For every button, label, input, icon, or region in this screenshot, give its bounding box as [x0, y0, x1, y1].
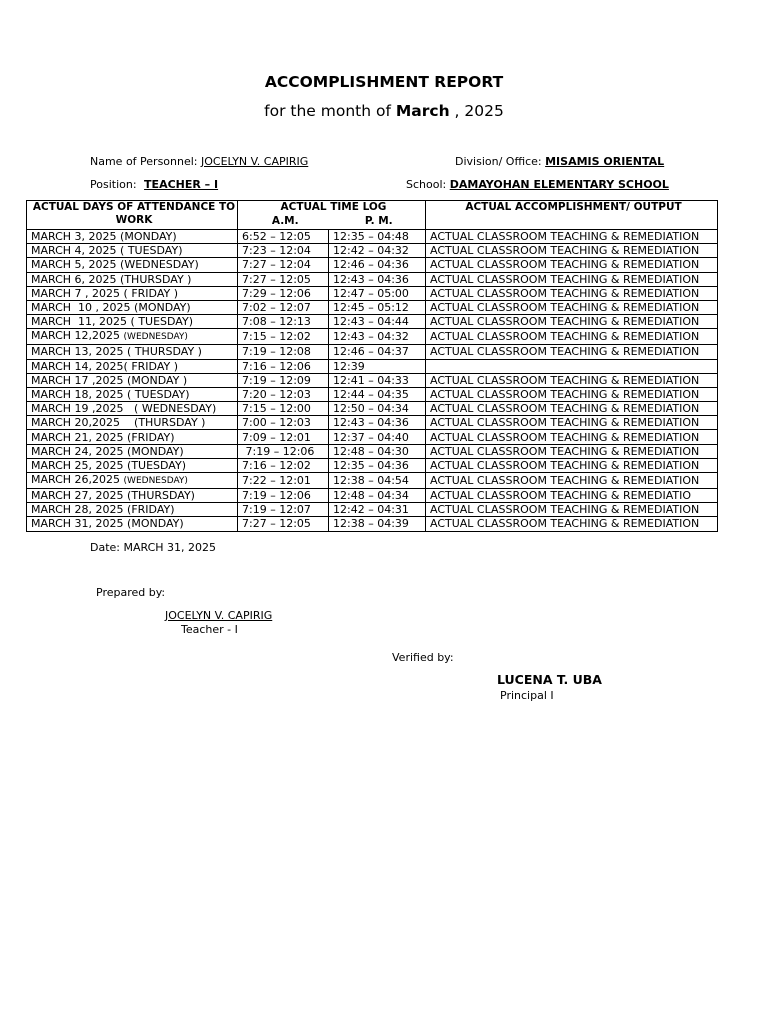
position-line — [90, 178, 218, 191]
table-row — [27, 430, 718, 444]
am-time-cell: 7:09 – 12:01 — [238, 430, 329, 444]
accomplishment-cell: ACTUAL CLASSROOM TEACHING & REMEDIATION — [426, 315, 718, 329]
preparer-title: Teacher - I — [181, 623, 238, 636]
col-am-header: A.M. — [238, 215, 329, 230]
division-label: Division/ Office: — [455, 155, 542, 168]
report-month: March — [395, 102, 450, 120]
attendance-date-cell — [27, 458, 238, 472]
attendance-date: MARCH 6, 2025 (THURSDAY ) — [31, 272, 192, 286]
am-time-cell: 7:02 – 12:07 — [238, 300, 329, 314]
pm-time-cell: 12:46 – 04:36 — [329, 258, 426, 272]
attendance-date: MARCH 4, 2025 ( TUESDAY) — [31, 244, 183, 258]
am-time-cell: 7:19 – 12:06 — [238, 444, 329, 458]
am-time-cell: 7:23 – 12:04 — [238, 244, 329, 258]
col-days-header: ACTUAL DAYS OF ATTENDANCE TO WORK — [27, 201, 238, 230]
personnel-name-label: Name of Personnel: — [90, 155, 198, 168]
report-year: , 2025 — [449, 102, 504, 120]
table-row — [27, 315, 718, 329]
col-pm-header: P. M. — [329, 215, 426, 230]
verifier-title: Principal I — [500, 689, 554, 702]
pm-time-cell: 12:39 — [329, 359, 426, 373]
school-label: School: — [406, 178, 447, 191]
attendance-date: MARCH 18, 2025 ( TUESDAY) — [31, 387, 190, 401]
table-row — [27, 517, 718, 531]
attendance-date: MARCH 3, 2025 (MONDAY) — [31, 230, 177, 244]
accomplishment-cell: ACTUAL CLASSROOM TEACHING & REMEDIATION — [426, 329, 718, 345]
attendance-date-cell — [27, 517, 238, 531]
table-header-row — [27, 201, 718, 216]
pm-time-cell: 12:48 – 04:34 — [329, 489, 426, 503]
attendance-date-cell — [27, 444, 238, 458]
personnel-name-line — [90, 155, 308, 168]
pm-time-cell: 12:38 – 04:39 — [329, 517, 426, 531]
am-time-cell: 7:27 – 12:05 — [238, 272, 329, 286]
division-value: MISAMIS ORIENTAL — [545, 155, 665, 168]
accomplishment-cell: ACTUAL CLASSROOM TEACHING & REMEDIATION — [426, 286, 718, 300]
position-value: TEACHER – I — [144, 178, 219, 191]
am-time-cell: 7:19 – 12:06 — [238, 489, 329, 503]
col-output-header: ACTUAL ACCOMPLISHMENT/ OUTPUT — [426, 201, 718, 230]
accomplishment-cell: ACTUAL CLASSROOM TEACHING & REMEDIATIO — [426, 489, 718, 503]
attendance-date: MARCH 20,2025 (THURSDAY ) — [31, 416, 206, 430]
report-subtitle — [0, 102, 768, 120]
pm-time-cell: 12:47 – 05:00 — [329, 286, 426, 300]
table-row — [27, 230, 718, 244]
accomplishment-cell: ACTUAL CLASSROOM TEACHING & REMEDIATION — [426, 300, 718, 314]
table-row — [27, 373, 718, 387]
attendance-date: MARCH 19 ,2025 ( WEDNESDAY) — [31, 402, 217, 416]
pm-time-cell: 12:45 – 05:12 — [329, 300, 426, 314]
table-row — [27, 244, 718, 258]
attendance-date-cell — [27, 329, 238, 345]
attendance-date-cell — [27, 230, 238, 244]
attendance-date: MARCH 7 , 2025 ( FRIDAY ) — [31, 286, 178, 300]
am-time-cell: 7:22 – 12:01 — [238, 473, 329, 489]
pm-time-cell: 12:35 – 04:36 — [329, 458, 426, 472]
table-row — [27, 444, 718, 458]
table-row — [27, 258, 718, 272]
attendance-date-cell — [27, 345, 238, 359]
attendance-date-cell — [27, 402, 238, 416]
verifier-name: LUCENA T. UBA — [497, 672, 602, 687]
pm-time-cell: 12:42 – 04:32 — [329, 244, 426, 258]
pm-time-cell: 12:43 – 04:44 — [329, 315, 426, 329]
verified-by-label: Verified by: — [392, 651, 454, 664]
col-time-header: ACTUAL TIME LOG — [238, 201, 426, 216]
preparer-name: JOCELYN V. CAPIRIG — [165, 609, 273, 622]
accomplishment-cell: ACTUAL CLASSROOM TEACHING & REMEDIATION — [426, 387, 718, 401]
pm-time-cell: 12:38 – 04:54 — [329, 473, 426, 489]
pm-time-cell: 12:50 – 04:34 — [329, 402, 426, 416]
pm-time-cell: 12:37 – 04:40 — [329, 430, 426, 444]
pm-time-cell: 12:46 – 04:37 — [329, 345, 426, 359]
attendance-date-cell — [27, 473, 238, 489]
accomplishment-cell: ACTUAL CLASSROOM TEACHING & REMEDIATION — [426, 458, 718, 472]
school-value: DAMAYOHAN ELEMENTARY SCHOOL — [449, 178, 669, 191]
table-row — [27, 329, 718, 345]
attendance-date-cell — [27, 244, 238, 258]
am-time-cell: 7:16 – 12:02 — [238, 458, 329, 472]
table-row — [27, 489, 718, 503]
attendance-date-cell — [27, 489, 238, 503]
table-row — [27, 473, 718, 489]
attendance-date: MARCH 12,2025 — [31, 329, 124, 343]
division-line — [455, 155, 664, 168]
pm-time-cell: 12:48 – 04:30 — [329, 444, 426, 458]
attendance-date-cell — [27, 300, 238, 314]
am-time-cell: 7:27 – 12:05 — [238, 517, 329, 531]
attendance-date-cell — [27, 430, 238, 444]
attendance-date: MARCH 21, 2025 (FRIDAY) — [31, 430, 175, 444]
pm-time-cell: 12:41 – 04:33 — [329, 373, 426, 387]
attendance-date-cell — [27, 315, 238, 329]
am-time-cell: 7:27 – 12:04 — [238, 258, 329, 272]
attendance-date: MARCH 13, 2025 ( THURSDAY ) — [31, 345, 202, 359]
am-time-cell: 7:19 – 12:09 — [238, 373, 329, 387]
am-time-cell: 7:20 – 12:03 — [238, 387, 329, 401]
table-row — [27, 286, 718, 300]
attendance-date: MARCH 5, 2025 (WEDNESDAY) — [31, 258, 199, 272]
table-row — [27, 387, 718, 401]
report-date: Date: MARCH 31, 2025 — [90, 541, 217, 554]
accomplishment-cell: ACTUAL CLASSROOM TEACHING & REMEDIATION — [426, 272, 718, 286]
attendance-date: MARCH 26,2025 — [31, 473, 124, 486]
school-line — [406, 178, 669, 191]
personnel-name-value: JOCELYN V. CAPIRIG — [201, 155, 309, 168]
accomplishment-cell: ACTUAL CLASSROOM TEACHING & REMEDIATION — [426, 244, 718, 258]
accomplishment-cell: ACTUAL CLASSROOM TEACHING & REMEDIATION — [426, 373, 718, 387]
accomplishment-cell: ACTUAL CLASSROOM TEACHING & REMEDIATION — [426, 345, 718, 359]
attendance-date: MARCH 24, 2025 (MONDAY) — [31, 444, 184, 458]
attendance-date: MARCH 11, 2025 ( TUESDAY) — [31, 315, 193, 329]
attendance-date-cell — [27, 359, 238, 373]
attendance-table — [26, 200, 718, 532]
pm-time-cell: 12:44 – 04:35 — [329, 387, 426, 401]
am-time-cell: 7:16 – 12:06 — [238, 359, 329, 373]
attendance-date: MARCH 27, 2025 (THURSDAY) — [31, 489, 195, 503]
pm-time-cell: 12:43 – 04:36 — [329, 416, 426, 430]
attendance-date: MARCH 17 ,2025 (MONDAY ) — [31, 373, 188, 387]
am-time-cell: 7:08 – 12:13 — [238, 315, 329, 329]
accomplishment-cell: ACTUAL CLASSROOM TEACHING & REMEDIATION — [426, 402, 718, 416]
attendance-date-cell — [27, 258, 238, 272]
table-row — [27, 402, 718, 416]
accomplishment-cell: ACTUAL CLASSROOM TEACHING & REMEDIATION — [426, 416, 718, 430]
accomplishment-cell: ACTUAL CLASSROOM TEACHING & REMEDIATION — [426, 517, 718, 531]
report-title: ACCOMPLISHMENT REPORT — [264, 73, 504, 91]
table-row — [27, 458, 718, 472]
accomplishment-cell: ACTUAL CLASSROOM TEACHING & REMEDIATION — [426, 230, 718, 244]
table-row — [27, 503, 718, 517]
table-row — [27, 272, 718, 286]
table-row — [27, 416, 718, 430]
accomplishment-cell: ACTUAL CLASSROOM TEACHING & REMEDIATION — [426, 430, 718, 444]
table-row — [27, 359, 718, 373]
table-row — [27, 300, 718, 314]
accomplishment-cell: ACTUAL CLASSROOM TEACHING & REMEDIATION — [426, 258, 718, 272]
am-time-cell: 7:19 – 12:08 — [238, 345, 329, 359]
attendance-date: MARCH 14, 2025( FRIDAY ) — [31, 359, 179, 373]
am-time-cell: 7:15 – 12:02 — [238, 329, 329, 345]
position-label: Position: — [90, 178, 137, 191]
attendance-date: MARCH 28, 2025 (FRIDAY) — [31, 503, 175, 517]
attendance-weekday-small: (WEDNESDAY) — [123, 476, 188, 486]
attendance-date-cell — [27, 387, 238, 401]
pm-time-cell: 12:42 – 04:31 — [329, 503, 426, 517]
attendance-date-cell — [27, 503, 238, 517]
accomplishment-cell: ACTUAL CLASSROOM TEACHING & REMEDIATION — [426, 503, 718, 517]
am-time-cell: 7:19 – 12:07 — [238, 503, 329, 517]
accomplishment-cell — [426, 359, 718, 373]
attendance-date: MARCH 31, 2025 (MONDAY) — [31, 517, 184, 531]
pm-time-cell: 12:43 – 04:32 — [329, 329, 426, 345]
accomplishment-cell: ACTUAL CLASSROOM TEACHING & REMEDIATION — [426, 444, 718, 458]
prepared-by-label: Prepared by: — [96, 586, 166, 599]
attendance-date: MARCH 25, 2025 (TUESDAY) — [31, 458, 186, 472]
am-time-cell: 6:52 – 12:05 — [238, 230, 329, 244]
am-time-cell: 7:00 – 12:03 — [238, 416, 329, 430]
subtitle-prefix: for the month of — [264, 102, 396, 120]
pm-time-cell: 12:35 – 04:48 — [329, 230, 426, 244]
pm-time-cell: 12:43 – 04:36 — [329, 272, 426, 286]
accomplishment-cell: ACTUAL CLASSROOM TEACHING & REMEDIATION — [426, 473, 718, 489]
attendance-date-cell — [27, 286, 238, 300]
am-time-cell: 7:15 – 12:00 — [238, 402, 329, 416]
am-time-cell: 7:29 – 12:06 — [238, 286, 329, 300]
attendance-date-cell — [27, 416, 238, 430]
attendance-date-cell — [27, 272, 238, 286]
table-row — [27, 345, 718, 359]
attendance-date: MARCH 10 , 2025 (MONDAY) — [31, 301, 191, 315]
attendance-date-cell — [27, 373, 238, 387]
attendance-weekday-small: (WEDNESDAY) — [123, 332, 188, 343]
